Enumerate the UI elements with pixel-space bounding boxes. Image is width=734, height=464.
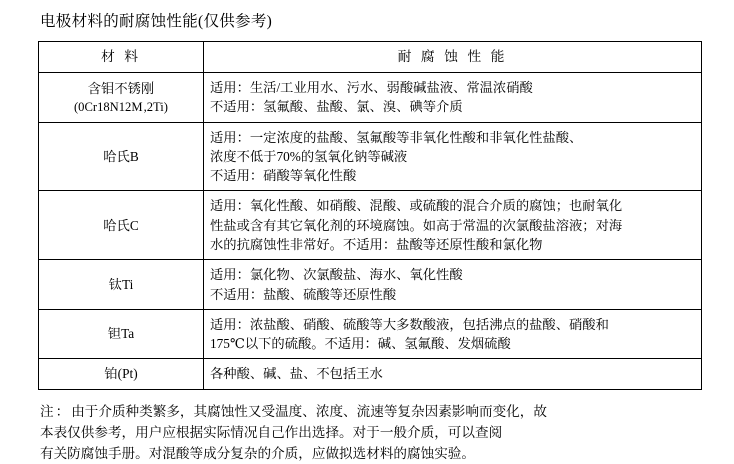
material-grade: (0Cr18N12M ,2Ti): [73, 99, 168, 114]
material-name: 哈氏B: [103, 148, 139, 164]
performance-line: 适用：一定浓度的盐酸、氢氟酸等非氧化性酸和非氧化性盐酸、: [210, 129, 583, 145]
page-title: 电极材料的耐腐蚀性能(仅供参考): [40, 13, 273, 30]
performance-cell: [204, 359, 702, 389]
performance-cell: [204, 309, 702, 359]
performance-cell: [204, 122, 702, 191]
column-header-material: 材 料: [39, 42, 204, 73]
footnote: [38, 401, 704, 464]
performance-line: 性盐或含有其它氧化剂的环境腐蚀。如高于常温的次氯酸盐溶液；对海: [210, 217, 623, 233]
material-cell: [39, 260, 204, 310]
material-name: 钛Ti: [108, 276, 134, 292]
performance-line: 不适用：硝酸等氧化性酸: [210, 168, 357, 184]
material-name: 哈氏C: [103, 217, 139, 233]
table-row: [39, 260, 702, 310]
footnote-line: 有关防腐蚀手册。对混酸等成分复杂的介质，应做拟选材料的腐蚀实验。: [40, 445, 475, 461]
column-header-performance: 耐 腐 蚀 性 能: [204, 42, 702, 73]
table-row: [39, 309, 702, 359]
material-cell: [39, 73, 204, 123]
material-name: 钽Ta: [107, 326, 135, 342]
table-row: [39, 359, 702, 389]
footnote-line: 本表仅供参考，用户应根据实际情况自己作出选择。对于一般介质，可以查阅: [40, 424, 503, 440]
performance-line: 水的抗腐蚀性非常好。不适用：盐酸等还原性酸和氯化物: [210, 237, 543, 252]
corrosion-resistance-table: [38, 41, 702, 389]
table-header-row: [39, 42, 702, 73]
performance-line: 适用：生活/工业用水、污水、弱酸碱盐液、常温浓硝酸: [210, 80, 533, 96]
performance-cell: [204, 191, 702, 260]
performance-line: 适用：氯化物、次氯酸盐、海水、氧化性酸: [210, 267, 463, 283]
performance-line: 适用：浓盐酸、硝酸、硫酸等大多数酸液，包括沸点的盐酸、硝酸和: [210, 316, 609, 332]
performance-line: 浓度不低于70%的氢氧化钠等碱液: [210, 148, 408, 164]
performance-line: 各种酸、碱、盐、不包括王水: [210, 366, 383, 382]
performance-line: 175℃以下的硫酸。不适用：碱、氢氟酸、发烟硫酸: [210, 336, 511, 352]
material-name: 含钼不锈刚: [87, 80, 155, 96]
material-cell: [39, 359, 204, 389]
material-cell: [39, 309, 204, 359]
performance-cell: [204, 260, 702, 310]
material-cell: [39, 191, 204, 260]
performance-line: 不适用：盐酸、硫酸等还原性酸: [210, 286, 397, 302]
performance-cell: [204, 73, 702, 123]
footnote-first-line: [40, 401, 704, 422]
material-name: 铂(Pt): [104, 366, 138, 382]
footnote-label: 注：: [40, 403, 72, 419]
table-row: [39, 122, 702, 191]
performance-line: 适用：氧化性酸、如硝酸、混酸、或硫酸的混合介质的腐蚀；也耐氧化: [210, 198, 623, 214]
material-cell: [39, 122, 204, 191]
table-row: [39, 191, 702, 260]
table-row: [39, 73, 702, 123]
performance-line: 不适用：氢氟酸、盐酸、氯、溴、碘等介质: [210, 99, 463, 115]
footnote-line: 由于介质种类繁多，其腐蚀性又受温度、浓度、流速等复杂因素影响而变化，故: [71, 403, 547, 419]
